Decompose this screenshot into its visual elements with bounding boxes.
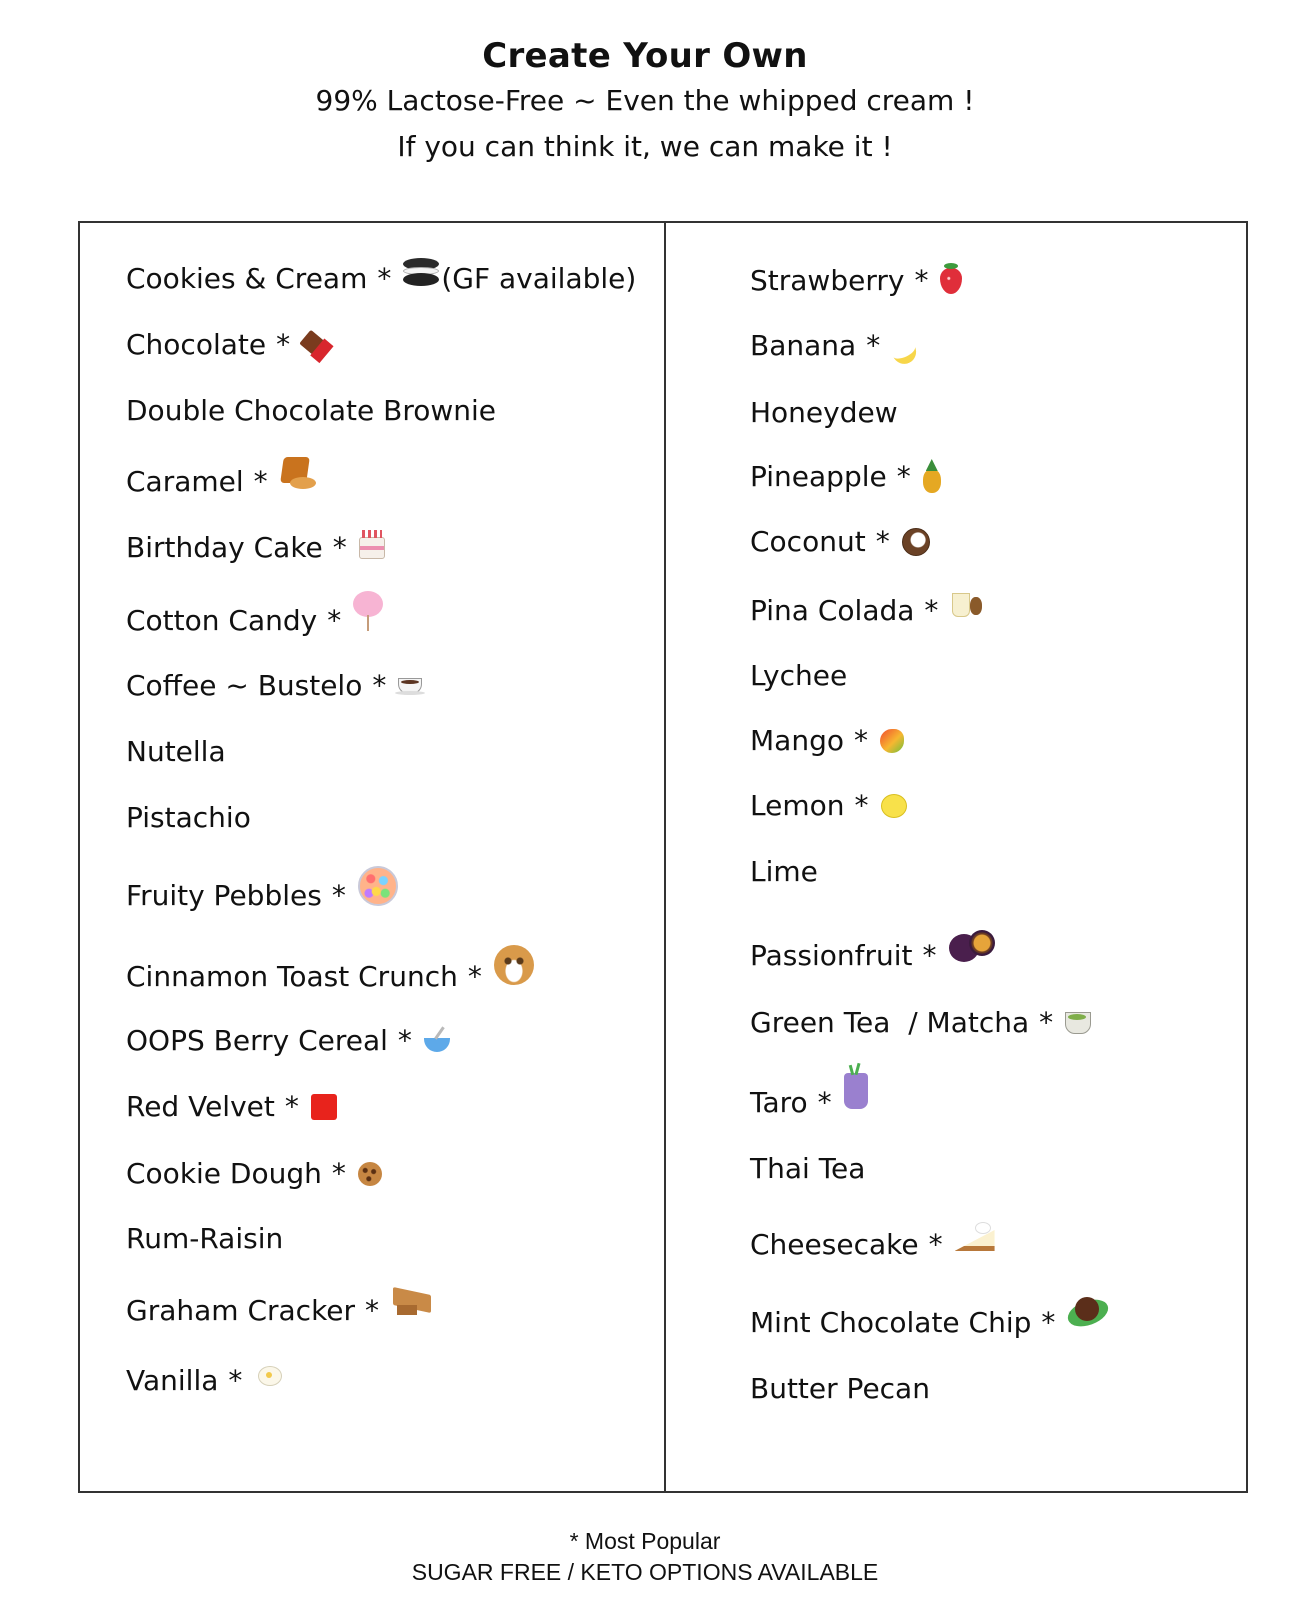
- vanilla-flower-icon: [254, 1360, 284, 1390]
- flavor-name: Nutella: [126, 735, 226, 768]
- flavor-name: Banana: [750, 329, 857, 362]
- birthday-cake-icon: [359, 537, 385, 559]
- gf-note: (GF available): [441, 262, 637, 295]
- flavor-item-rum-raisin: [126, 1221, 283, 1257]
- popular-star: *: [914, 264, 929, 297]
- flavor-item-cinnamon-toast-crunch: [126, 957, 534, 997]
- flavor-name: Rum-Raisin: [126, 1222, 284, 1255]
- pina-colada-icon: [950, 583, 986, 619]
- flavor-item-birthday-cake: [126, 530, 385, 566]
- flavor-item-mango: [750, 723, 904, 759]
- popular-star: *: [1041, 1306, 1056, 1339]
- popular-star: *: [817, 1086, 832, 1119]
- subtitle-tagline: If you can think it, we can make it !: [397, 130, 893, 163]
- flavor-name: Cookies & Cream: [126, 262, 368, 295]
- lemon-icon: [881, 794, 907, 818]
- flavor-item-thai-tea: [750, 1151, 865, 1187]
- popular-star: *: [896, 460, 911, 493]
- popular-star: *: [854, 789, 869, 822]
- flavor-item-cookie-dough: [126, 1156, 382, 1192]
- popular-star: *: [253, 465, 268, 498]
- passionfruit-icon: [949, 928, 997, 964]
- flavor-name: Birthday Cake: [126, 531, 323, 564]
- flavor-name: Butter Pecan: [750, 1372, 930, 1405]
- pineapple-icon: [923, 469, 941, 493]
- popular-star: *: [397, 1024, 412, 1057]
- flavor-name: Lime: [750, 855, 818, 888]
- column-divider: [664, 223, 666, 1491]
- popular-star: *: [853, 724, 868, 757]
- popular-star: *: [331, 879, 346, 912]
- flavor-item-honeydew: [750, 395, 898, 431]
- subtitle-lactose: 99% Lactose-Free ~ Even the whipped cream !: [315, 84, 975, 117]
- flavor-name: Passionfruit: [750, 939, 913, 972]
- popular-star: *: [228, 1364, 243, 1397]
- mint-chocolate-icon: [1067, 1295, 1111, 1331]
- cotton-candy-icon: [353, 591, 383, 631]
- cereal-bowl-icon: [424, 1038, 450, 1052]
- flavor-item-pina-colada: [750, 593, 986, 629]
- flavor-item-lemon: [750, 788, 907, 824]
- flavor-item-pineapple: [750, 459, 941, 495]
- flavor-name: Lychee: [750, 659, 848, 692]
- matcha-icon: [1065, 1012, 1091, 1034]
- flavor-item-oops-berry-cereal: [126, 1023, 450, 1059]
- popular-star: *: [284, 1090, 299, 1123]
- oreo-cookie-icon: [403, 258, 439, 288]
- flavor-name: Pineapple: [750, 460, 887, 493]
- graham-cracker-icon: [391, 1289, 433, 1317]
- flavor-name: Cookie Dough: [126, 1157, 322, 1190]
- flavor-name: Coffee ~ Bustelo: [126, 669, 363, 702]
- taro-drink-icon: [844, 1073, 868, 1109]
- flavor-menu-box: [78, 221, 1248, 1493]
- flavor-item-taro: [750, 1085, 868, 1121]
- flavor-item-nutella: [126, 734, 226, 770]
- popular-star: *: [875, 525, 890, 558]
- flavor-item-coconut: [750, 524, 930, 560]
- popular-star: *: [327, 604, 342, 637]
- red-square-icon: [311, 1094, 337, 1120]
- flavor-name: Cotton Candy: [126, 604, 318, 637]
- flavor-name: Double Chocolate Brownie: [126, 394, 497, 427]
- popular-star: *: [866, 329, 881, 362]
- flavor-name: Pina Colada: [750, 594, 915, 627]
- popular-star: *: [276, 328, 291, 361]
- flavor-name: OOPS Berry Cereal: [126, 1024, 388, 1057]
- caramel-icon: [280, 457, 314, 491]
- flavor-name: Thai Tea: [750, 1152, 866, 1185]
- flavor-name: Graham Cracker: [126, 1294, 356, 1327]
- flavor-item-strawberry: [750, 263, 962, 299]
- flavor-item-red-velvet: [126, 1089, 337, 1125]
- flavor-name: Red Velvet: [126, 1090, 275, 1123]
- cheesecake-icon: [955, 1222, 997, 1252]
- flavor-item-lime: [750, 854, 818, 890]
- flavor-name: Mango: [750, 724, 844, 757]
- flavor-name: Cinnamon Toast Crunch: [126, 960, 458, 993]
- menu-footer: [0, 1526, 1290, 1588]
- flavor-name: Honeydew: [750, 396, 898, 429]
- cinnamon-toast-icon: [494, 945, 534, 985]
- flavor-name: Lemon: [750, 789, 845, 822]
- popular-star: *: [372, 669, 387, 702]
- menu-header: [0, 34, 1290, 170]
- flavor-name: Taro: [750, 1086, 808, 1119]
- flavor-item-graham-cracker: [126, 1293, 433, 1329]
- flavor-name: Chocolate: [126, 328, 267, 361]
- strawberry-icon: [940, 268, 962, 294]
- cookie-icon: [358, 1162, 382, 1186]
- chocolate-bar-icon: [299, 330, 330, 361]
- flavor-item-cotton-candy: [126, 601, 383, 641]
- flavor-item-butter-pecan: [750, 1371, 930, 1407]
- flavor-item-cookies-cream: [126, 261, 636, 297]
- page-title: Create Your Own: [482, 36, 808, 76]
- flavor-item-cheesecake: [750, 1227, 997, 1263]
- popular-star: *: [922, 939, 937, 972]
- popular-star: *: [365, 1294, 380, 1327]
- popular-star: *: [1039, 1006, 1054, 1039]
- popular-legend: * Most Popular: [569, 1528, 721, 1554]
- flavor-item-chocolate: [126, 327, 328, 363]
- flavor-item-double-chocolate-brownie: [126, 393, 496, 429]
- flavor-item-caramel: [126, 464, 314, 500]
- coconut-icon: [902, 528, 930, 556]
- mango-icon: [880, 729, 904, 753]
- banana-icon: [892, 335, 918, 361]
- flavor-item-lychee: [750, 658, 847, 694]
- flavor-name: Pistachio: [126, 801, 251, 834]
- flavor-name: Mint Chocolate Chip: [750, 1306, 1032, 1339]
- flavor-item-coffee-bustelo: [126, 668, 422, 704]
- popular-star: *: [928, 1228, 943, 1261]
- flavor-item-green-tea-matcha: [750, 1005, 1091, 1041]
- flavor-name: Cheesecake: [750, 1228, 919, 1261]
- flavor-name: Coconut: [750, 525, 866, 558]
- sugar-free-note: SUGAR FREE / KETO OPTIONS AVAILABLE: [411, 1559, 879, 1585]
- fruity-cereal-icon: [358, 866, 398, 906]
- flavor-name: Green Tea / Matcha: [750, 1006, 1030, 1039]
- flavor-name: Strawberry: [750, 264, 905, 297]
- flavor-item-fruity-pebbles: [126, 876, 398, 916]
- flavor-item-pistachio: [126, 800, 251, 836]
- hot-coffee-icon: [398, 678, 422, 694]
- flavor-name: Caramel: [126, 465, 244, 498]
- popular-star: *: [331, 1157, 346, 1190]
- popular-star: *: [332, 531, 347, 564]
- flavor-item-banana: [750, 328, 918, 364]
- flavor-name: Fruity Pebbles: [126, 879, 322, 912]
- flavor-name: Vanilla: [126, 1364, 219, 1397]
- popular-star: *: [467, 960, 482, 993]
- flavor-item-mint-chocolate-chip: [750, 1305, 1111, 1341]
- popular-star: *: [924, 594, 939, 627]
- flavor-item-passionfruit: [750, 938, 997, 974]
- flavor-item-vanilla: [126, 1363, 284, 1399]
- popular-star: *: [377, 262, 392, 295]
